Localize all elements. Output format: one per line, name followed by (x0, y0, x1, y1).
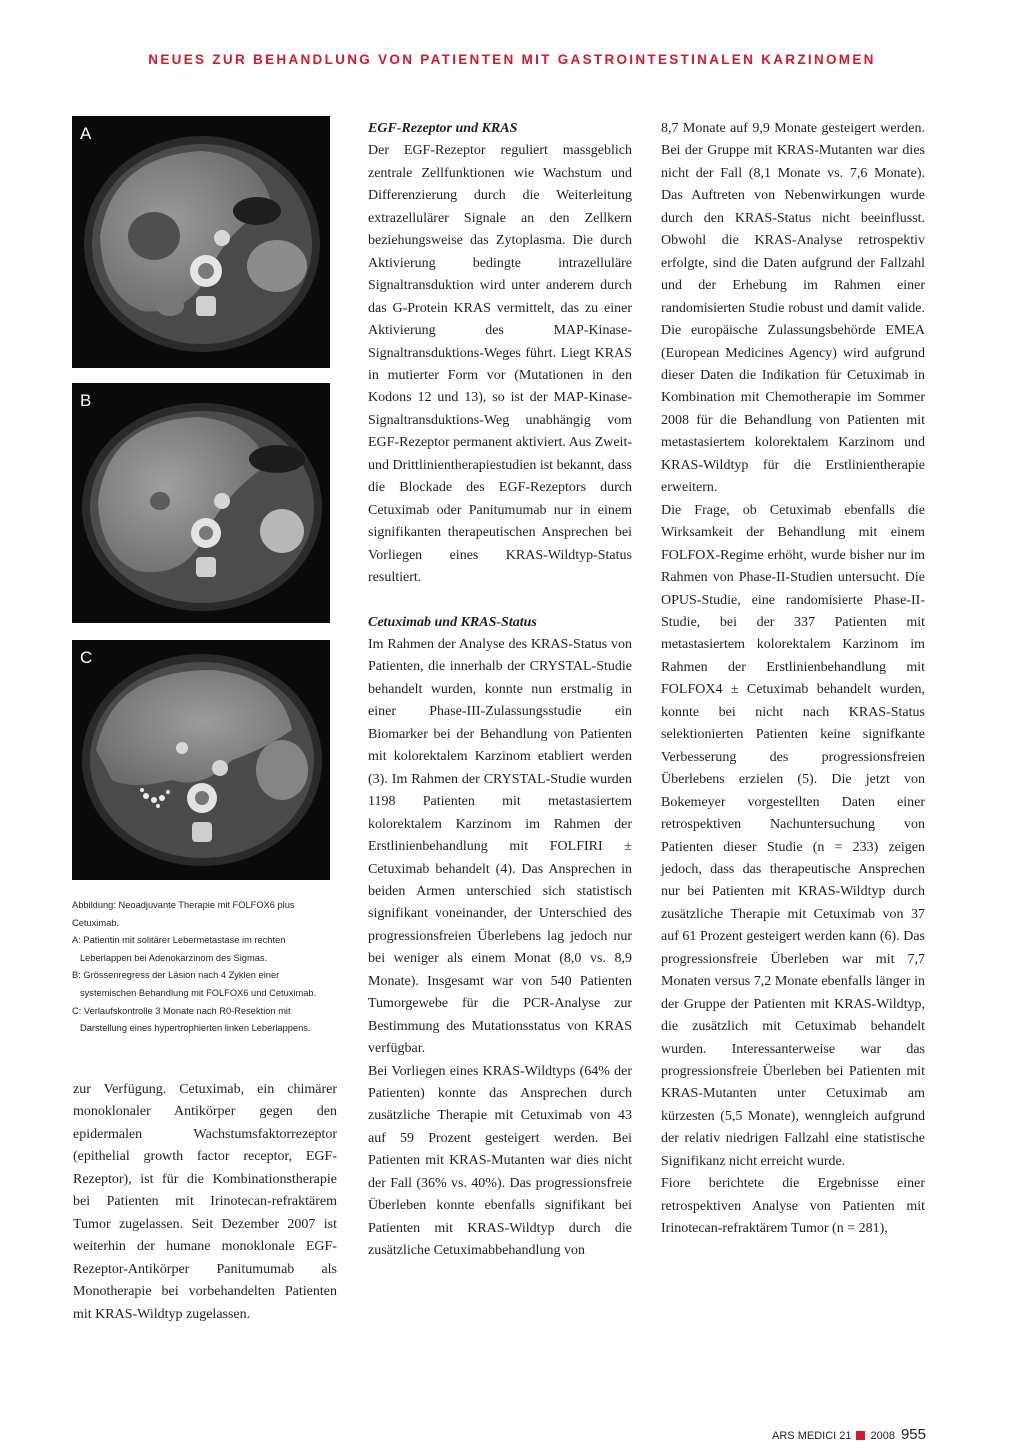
page-number: 955 (900, 1426, 926, 1443)
running-header: NEUES ZUR BEHANDLUNG VON PATIENTEN MIT GASTROINTESTINALEN KARZINOMEN (148, 52, 876, 67)
caption-intro: Abbildung: Neoadjuvante Therapie mit FOLFOX6 plus Cetuximab. (72, 900, 295, 928)
paragraph: Im Rahmen der Analyse des KRAS-Status von Patienten, die innerhalb der CRYSTAL-Studie behandelt wurden, konnte nun erstmalig in einer Phase-III-Zulassungsstudie ein Biomarker bei der Behandlung von Patienten mit kolorektalem Karzinom etabliert werden (3). Im Rahmen der CRYSTAL-Studie wurden 1198 Patienten mit metastasiertem kolorektalem Karzinom im Rahmen der Erstlinienbehandlung mit FOLFIRI ± Cetuximab behandelt (4). Das Ansprechen in beiden Armen unterschied sich statistisch signifikant voneinander, der Unterschied des progressionsfreien Überlebens lag jedoch nur bei weniger als einem Monat (8,0 vs. 8,9 Monate). Insgesamt war von 540 Patienten Tumorgewebe für die PCR-Analyse zur Bestimmung des Mutationsstatus von KRAS verfügbar. (368, 636, 632, 1057)
journal-name: ARS MEDICI 21 (772, 1430, 852, 1442)
red-square-icon (856, 1431, 865, 1440)
figure-label-c: C (80, 648, 93, 667)
paragraph: Der EGF-Rezeptor reguliert massgeblich zentrale Zellfunktionen wie Wachstum und Differenzierung durch die Weiterleitung extrazellulärer Signale an den Zellkern beziehungsweise das Zytoplasma. Die durch Aktivierung bedingte intrazelluläre Signaltransduktion wird unter anderem durch das G-Protein KRAS vermittelt, das zu einer Aktivierung des MAP-Kinase-Signaltransduktions-Weges führt. Liegt KRAS in mutierter Form vor (Mutationen in den Kodons 12 und 13), so ist der MAP-Kinase-Signaltransduktions-Weg unabhängig vom EGF-Rezeptor permanent aktiviert. Aus Zweit- und Drittlinientherapiestudien ist bekannt, dass die Blockade des EGF-Rezeptors durch Cetuximab oder Panitumumab nur in einem signifikanten therapeutischen Ansprechen bei Vorliegen eines KRAS-Wildtyp-Status resultiert. (368, 143, 633, 586)
ct-image-a (72, 116, 330, 368)
caption-item-a: A: Patientin mit solitärer Lebermetastase im rechten Leberlappen bei Adenokarzinom des Sigmas. (72, 935, 286, 963)
figure-caption (72, 897, 334, 1038)
caption-item-c: C: Verlaufskontrolle 3 Monate nach R0-Resektion mit Darstellung eines hypertrophierten linken Leberlappens. (72, 1005, 311, 1034)
paragraph: Fiore berichtete die Ergebnisse einer retrospektiven Analyse von Patienten mit Irinotecan-refraktärem Tumor (n = 281), (661, 1176, 925, 1237)
figure-label-a: A (80, 124, 92, 143)
column-3 (661, 118, 925, 1241)
figure-label-b: B (80, 391, 92, 410)
column-2 (368, 118, 632, 1263)
section-heading: EGF-Rezeptor und KRAS (368, 121, 518, 136)
paragraph: Bei Vorliegen eines KRAS-Wildtyps (64% der Patienten) konnte das Ansprechen durch zusätzliche Therapie mit Cetuximab von 43 auf 59 Prozent gesteigert werden. Bei Patienten mit KRAS-Mutanten war dies nicht der Fall (36% vs. 40%). Das progressionsfreie Überleben konnte ebenfalls signifikant bei Patienten mit KRAS-Wildtyp durch die zusätzliche Cetuximabbehandlung von (368, 1063, 632, 1259)
ct-image-b (72, 383, 330, 623)
paragraph: 8,7 Monate auf 9,9 Monate gesteigert werden. Bei der Gruppe mit KRAS-Mutanten war dies nicht der Fall (8,1 Monate vs. 7,6 Monate). Das Auftreten von Nebenwirkungen wurde durch den KRAS-Status nicht beeinflusst. Obwohl die KRAS-Analyse retrospektiv erfolgte, sind die Daten aufgrund der Fallzahl und der Erhebung im Rahmen einer randomisierten Studie robust und damit valide. Die europäische Zulassungsbehörde EMEA (European Medicines Agency) wird aufgrund dieser Daten die Indikation für Cetuximab in Kombination mit Chemotherapie im Sommer 2008 für die Behandlung von Patienten mit metastasiertem kolorektalem Karzinom und KRAS-Wildtyp für die Erstlinientherapie erweitern. (661, 121, 925, 496)
page-footer (772, 1426, 926, 1443)
journal-year: 2008 (870, 1430, 895, 1442)
ct-image-c (72, 640, 330, 880)
paragraph: zur Verfügung. Cetuximab, ein chimärer monoklonaler Antikörper gegen den epidermalen Wachstumsfaktorrezeptor (epithelial growth factor receptor, EGF-Rezeptor), ist für die Kombinationstherapie bei Patienten mit Irinotecan-refraktärem Tumor zugelassen. Seit Dezember 2007 ist weiterhin der humane monoklonale EGF-Rezeptor-Antikörper Panitumumab als Monotherapie bei vorbehandelten Patienten mit KRAS-Wildtyp zugelassen. (73, 1082, 337, 1322)
paragraph: Die Frage, ob Cetuximab ebenfalls die Wirksamkeit der Behandlung mit einem FOLFOX-Regime erhöht, wurde bisher nur im Rahmen von Phase-II-Studien untersucht. Die OPUS-Studie, eine randomisierte Phase-II-Studie, bei der 337 Patienten mit metastasiertem kolorektalem Karzinom im Rahmen der Erstlinienbehandlung mit FOLFOX4 ± Cetuximab behandelt wurden, konnte bei nicht nach KRAS-Status selektionierten Patienten keine signifkante Verbesserung des progressionsfreien Überlebens erzielen (5). Die jetzt von Bokemeyer vorgestellten Daten einer retrospektiven Nachuntersuchung von Patienten dieser Studie (n = 233) zeigen jedoch, dass das therapeutische Ansprechen nur bei Patienten mit KRAS-Wildtyp durch zusätzliche Therapie mit Cetuximab von 37 auf 61 Prozent gesteigert werden kann (6). Das progressionsfreie Überleben war mit 7,7 Monaten versus 7,2 Monate ebenfalls länger in der Gruppe der Patienten mit KRAS-Wildtyp, die zusätzlich mit Cetuximab behandelt wurden. Interessanterweise war das progressionsfreie Überleben bei Patienten mit KRAS-Mutanten unter Cetuximab am kürzesten (5,5 Monate), wenngleich aufgrund der relativ niedrigen Fallzahl eine statistische Signifikanz nicht erreicht wurde. (661, 502, 925, 1169)
caption-item-b: B: Grössenregress der Läsion nach 4 Zyklen einer systemischen Behandlung mit FOLFOX6 und Cetuximab. (72, 970, 317, 998)
column-1 (73, 1079, 337, 1326)
section-heading: Cetuximab und KRAS-Status (368, 614, 537, 630)
